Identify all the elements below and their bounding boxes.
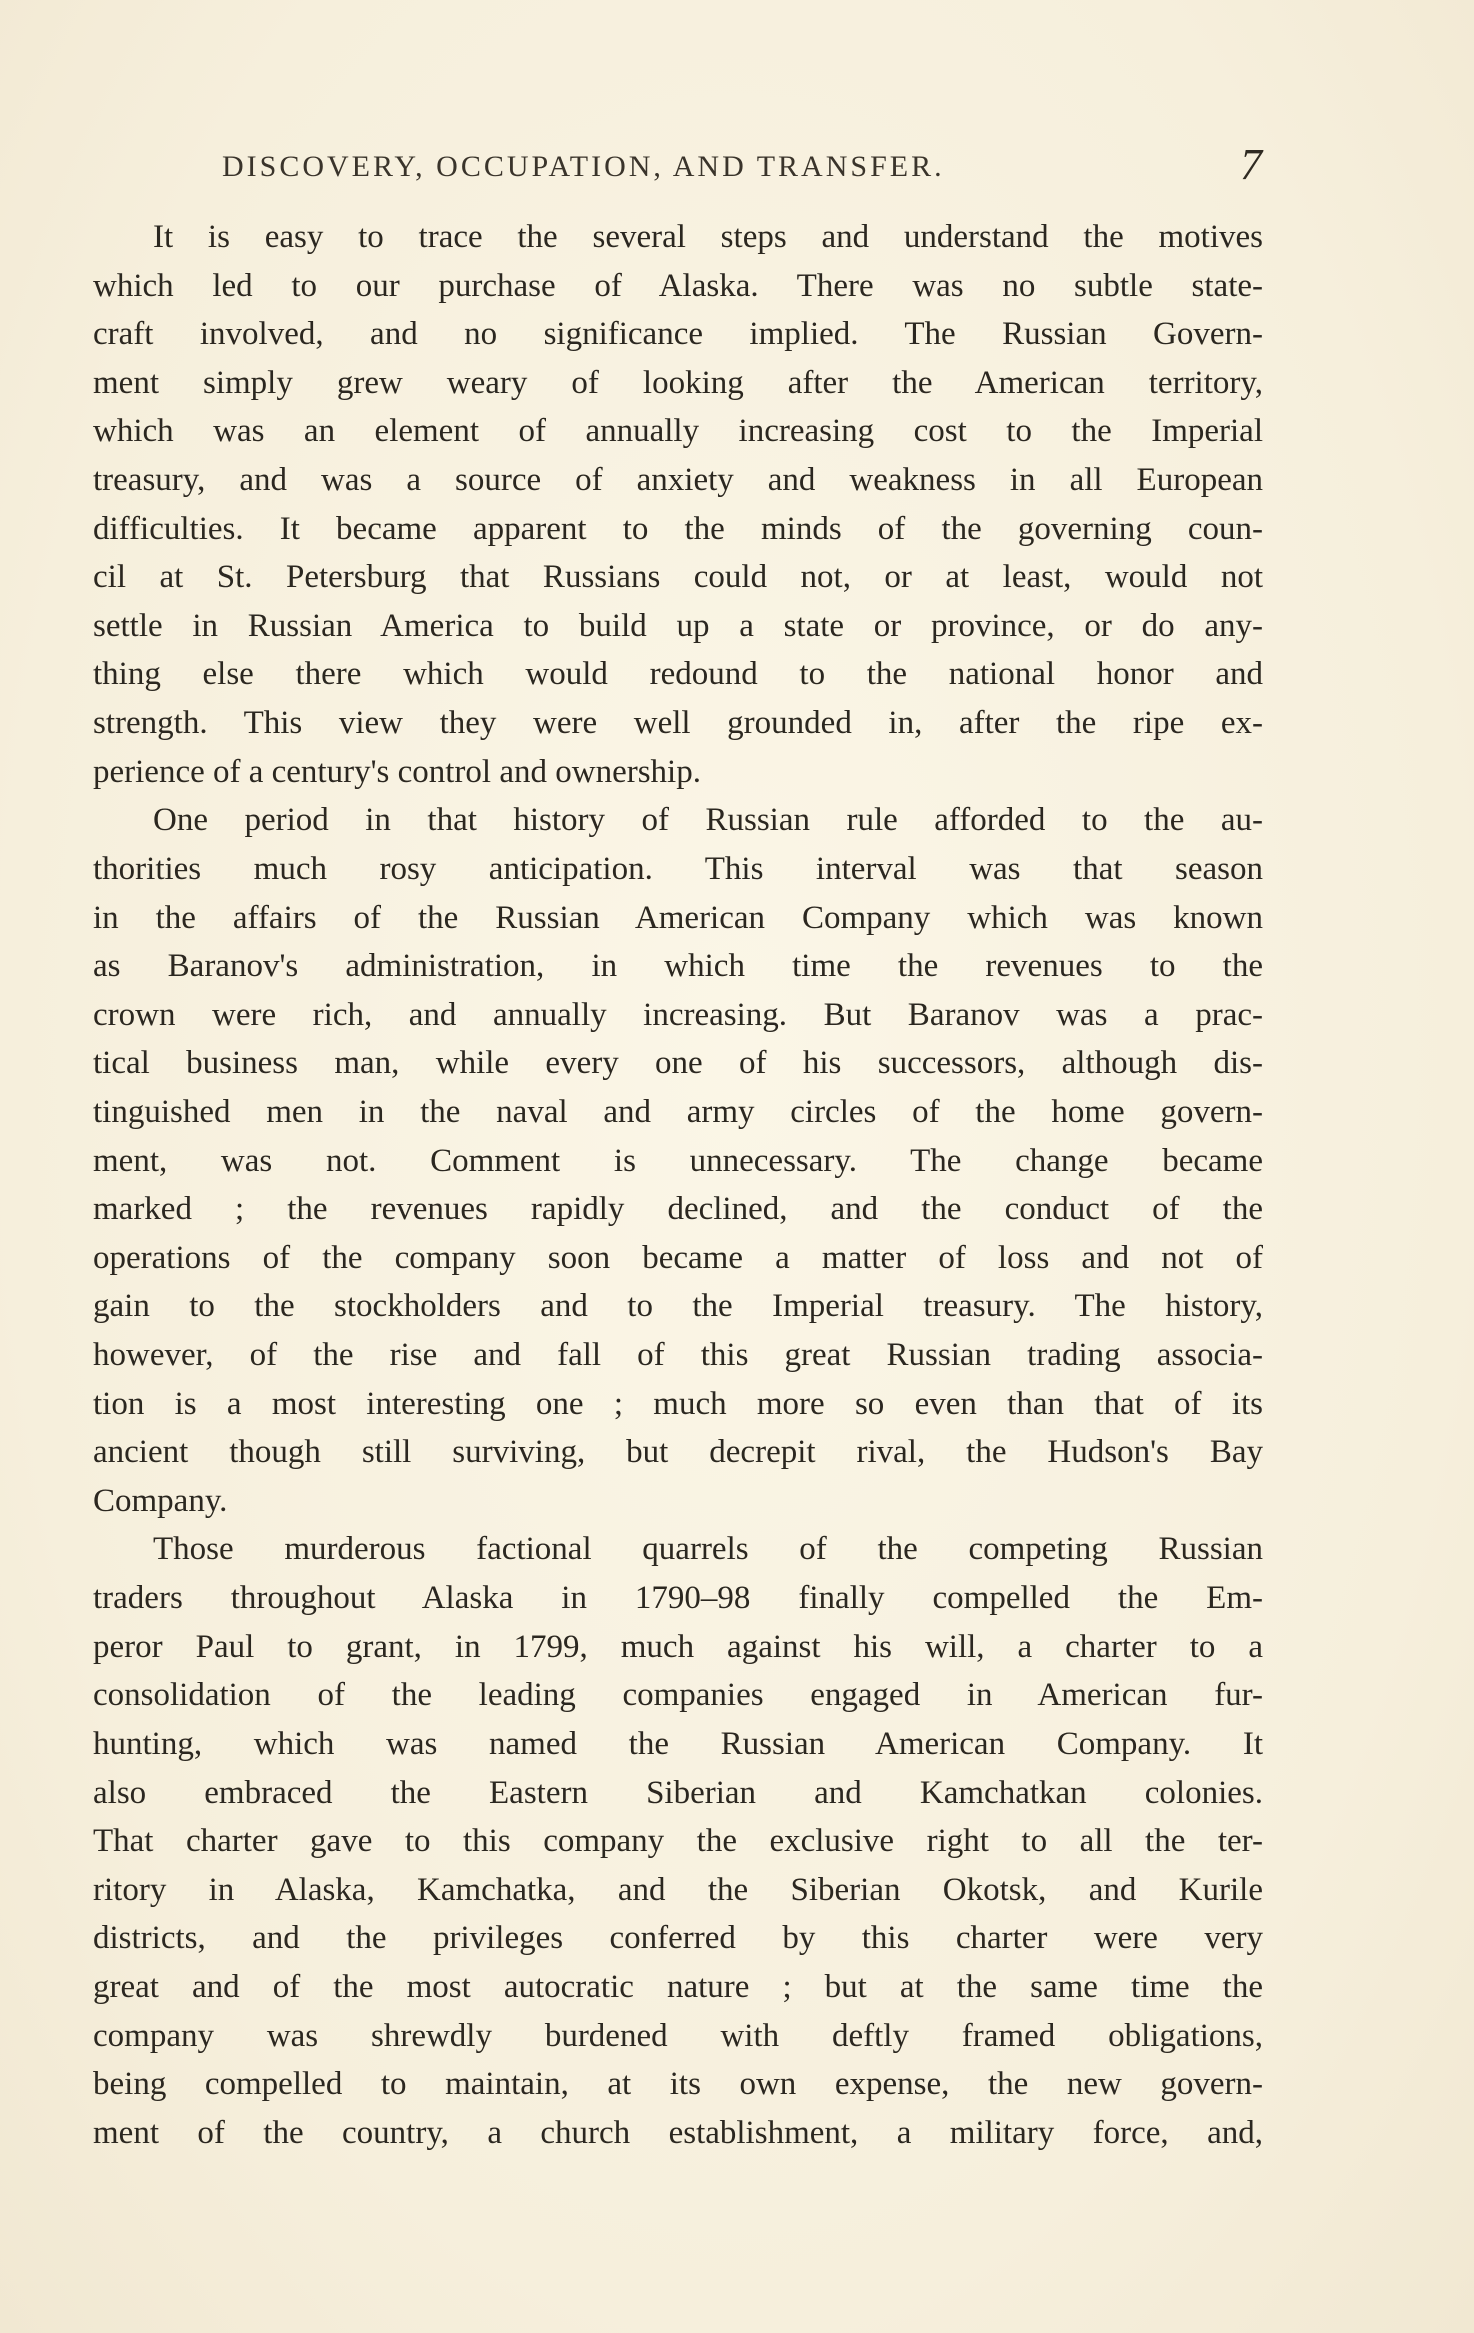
text-line: treasury, and was a source of anxiety and weakness in all European — [93, 462, 1263, 499]
text-line: being compelled to maintain, at its own expense, the new govern- — [93, 2066, 1263, 2103]
text-line: Those murderous factional quarrels of the competing Russian — [153, 1531, 1263, 1568]
text-line: ment of the country, a church establishment, a military force, and, — [93, 2114, 1263, 2151]
text-line: It is easy to trace the several steps and understand the motives — [153, 219, 1263, 255]
text-line: That charter gave to this company the exclusive right to all the ter- — [93, 1823, 1263, 1860]
text-line: traders throughout Alaska in 1790–98 finally compelled the Em- — [93, 1580, 1263, 1617]
text-line: peror Paul to grant, in 1799, much against his will, a charter to a — [93, 1628, 1263, 1665]
text-line: gain to the stockholders and to the Imperial treasury. The history, — [93, 1288, 1263, 1325]
text-line: districts, and the privileges conferred by this charter were very — [93, 1920, 1263, 1957]
text-line: craft involved, and no significance implied. The Russian Govern- — [93, 316, 1263, 353]
text-line: however, of the rise and fall of this great Russian trading associa- — [93, 1337, 1263, 1374]
text-line: tical business man, while every one of his successors, although dis- — [93, 1045, 1263, 1082]
text-line: hunting, which was named the Russian American Company. It — [93, 1725, 1263, 1762]
page-number: 7 — [1240, 140, 1262, 189]
text-line: cil at St. Petersburg that Russians could not, or at least, would not — [93, 559, 1263, 596]
text-line: as Baranov's administration, in which time the revenues to the — [93, 948, 1263, 985]
text-line: crown were rich, and annually increasing. But Baranov was a prac- — [93, 996, 1263, 1033]
text-line: ment, was not. Comment is unnecessary. The change became — [93, 1142, 1263, 1179]
text-line: marked ; the revenues rapidly declined, and the conduct of the — [93, 1191, 1263, 1228]
text-line: Company. — [93, 1482, 228, 1519]
text-line: in the affairs of the Russian American Company which was known — [93, 899, 1263, 936]
text-line: thorities much rosy anticipation. This interval was that season — [93, 850, 1263, 887]
text-line: also embraced the Eastern Siberian and Kamchatkan colonies. — [93, 1774, 1263, 1811]
text-line: ancient though still surviving, but decrepit rival, the Hudson's Bay — [93, 1434, 1263, 1471]
text-line: difficulties. It became apparent to the minds of the governing coun- — [93, 510, 1263, 547]
body-text — [93, 213, 1263, 2157]
text-line: which led to our purchase of Alaska. There was no subtle state- — [93, 267, 1263, 304]
text-line: operations of the company soon became a matter of loss and not of — [93, 1239, 1263, 1276]
running-head — [222, 142, 1262, 192]
text-line: ritory in Alaska, Kamchatka, and the Siberian Okotsk, and Kurile — [93, 1871, 1263, 1908]
text-line: consolidation of the leading companies engaged in American fur- — [93, 1677, 1263, 1714]
text-line: thing else there which would redound to the national honor and — [93, 656, 1263, 693]
text-line: great and of the most autocratic nature ; but at the same time the — [93, 1968, 1263, 2005]
text-line: ment simply grew weary of looking after the American territory, — [93, 364, 1263, 401]
text-line: company was shrewdly burdened with deftly framed obligations, — [93, 2017, 1263, 2054]
text-line: strength. This view they were well grounded in, after the ripe ex- — [93, 705, 1263, 742]
text-line: perience of a century's control and ownership. — [93, 753, 701, 790]
text-line: tinguished men in the naval and army circles of the home govern- — [93, 1093, 1263, 1130]
text-line: tion is a most interesting one ; much more so even than that of its — [93, 1385, 1263, 1422]
text-line: settle in Russian America to build up a state or province, or do any- — [93, 607, 1263, 644]
text-line: which was an element of annually increasing cost to the Imperial — [93, 413, 1263, 450]
text-line: One period in that history of Russian rule afforded to the au- — [153, 802, 1263, 839]
running-head-title: DISCOVERY, OCCUPATION, AND TRANSFER. — [222, 150, 945, 183]
